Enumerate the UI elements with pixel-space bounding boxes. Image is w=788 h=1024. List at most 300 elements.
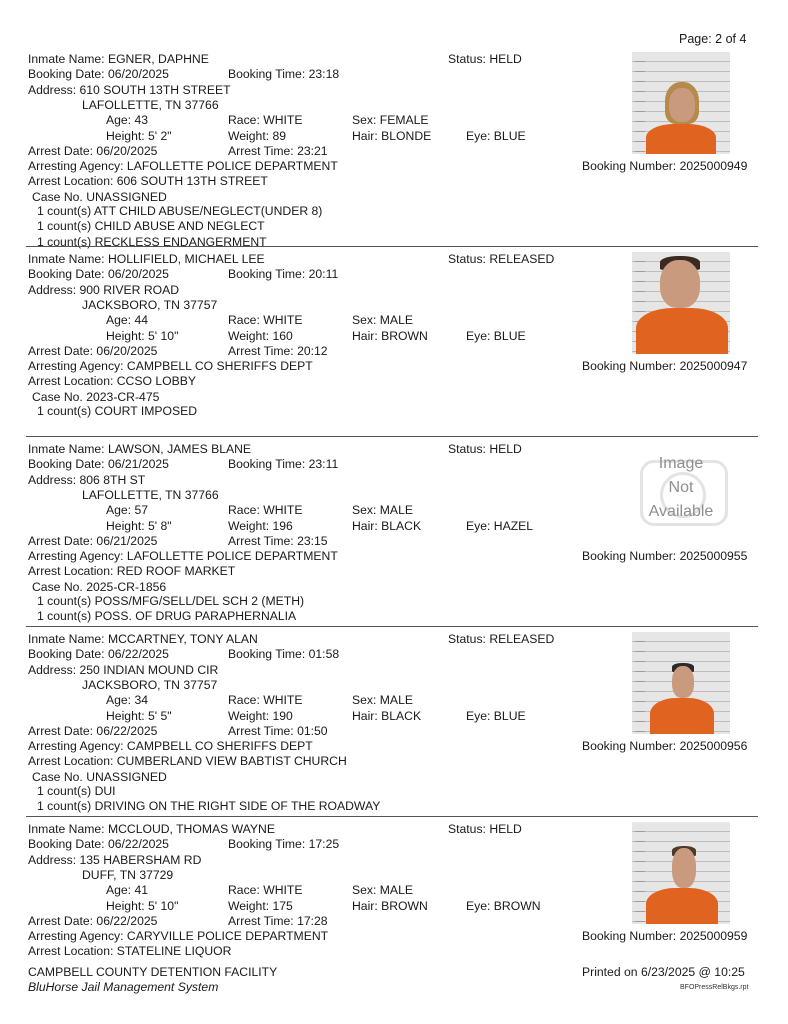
- eye: [466, 129, 526, 143]
- arresting-agency: [28, 159, 338, 173]
- height: [106, 519, 172, 533]
- status-value: HELD: [489, 52, 522, 66]
- booking-time-label: Booking Time:: [228, 267, 306, 282]
- arrest-date: [28, 534, 157, 548]
- arrest-time-label: Arrest Time:: [228, 533, 294, 548]
- arrest-location-value: CUMBERLAND VIEW BABTIST CHURCH: [116, 754, 347, 769]
- booking-time-value: 20:11: [308, 267, 339, 282]
- address-label: Address:: [28, 82, 77, 97]
- hair-label: Hair:: [352, 708, 378, 723]
- charge-item: 1 count(s) ATT CHILD ABUSE/NEGLECT(UNDER 8): [37, 204, 323, 218]
- hair-value: BLACK: [381, 518, 422, 533]
- booking-date: [28, 837, 169, 851]
- booking-number: [582, 549, 747, 563]
- eye: [466, 899, 541, 913]
- status-value: RELEASED: [489, 632, 555, 646]
- case-number-label: Case No.: [32, 389, 83, 404]
- status: [448, 52, 522, 66]
- weight: [228, 129, 286, 143]
- sex-value: MALE: [379, 313, 413, 328]
- booking-time: [228, 457, 338, 471]
- hair: [352, 519, 421, 533]
- case-number-value: 2023-CR-475: [86, 389, 160, 404]
- mugshot-photo: [632, 252, 730, 354]
- eye-value: BROWN: [493, 898, 541, 913]
- eye-label: Eye:: [466, 128, 491, 143]
- height: [106, 709, 172, 723]
- arrest-time-label: Arrest Time:: [228, 913, 294, 928]
- height-chart-ticks: [635, 632, 645, 734]
- jumpsuit: [636, 308, 728, 354]
- weight-label: Weight:: [228, 708, 270, 723]
- address: [28, 853, 201, 867]
- race-value: WHITE: [263, 693, 303, 708]
- image-not-available: [632, 442, 730, 544]
- arrest-location-label: Arrest Location:: [28, 174, 114, 189]
- arresting-agency: [28, 359, 313, 373]
- footer-facility: CAMPBELL COUNTY DETENTION FACILITY: [28, 965, 278, 979]
- status-label: Status:: [448, 632, 486, 646]
- arrest-location: [28, 944, 231, 958]
- address-city: JACKSBORO, TN 37757: [82, 297, 218, 312]
- arrest-time-label: Arrest Time:: [228, 343, 294, 358]
- status-label: Status:: [448, 822, 486, 836]
- hair-value: BLONDE: [381, 128, 432, 143]
- status-label: Status:: [448, 252, 486, 266]
- charge-item: 1 count(s) POSS. OF DRUG PARAPHERNALIA: [37, 609, 297, 624]
- race: [228, 313, 303, 327]
- booking-time-value: 23:18: [308, 67, 340, 82]
- height-value: 5' 2": [148, 128, 172, 143]
- address-city: LAFOLLETTE, TN 37766: [82, 97, 219, 112]
- weight: [228, 519, 293, 533]
- footer-report: BFOPressRelBkgs.rpt: [680, 984, 749, 991]
- status-label: Status:: [448, 52, 486, 66]
- sex-value: MALE: [379, 693, 413, 708]
- age-label: Age:: [106, 313, 132, 328]
- booking-date: [28, 67, 169, 81]
- arrest-time-value: 20:12: [297, 343, 328, 358]
- inmate-name: [28, 252, 265, 266]
- arrest-date-value: 06/20/2025: [96, 143, 158, 158]
- height-label: Height:: [106, 518, 145, 533]
- arrest-date-label: Arrest Date:: [28, 533, 94, 548]
- charge-item: 1 count(s) RECKLESS ENDANGERMENT: [37, 234, 267, 249]
- mugshot-photo: [632, 632, 730, 734]
- jumpsuit: [650, 698, 714, 734]
- status: [448, 822, 522, 836]
- height-chart-ticks: [635, 52, 645, 154]
- booking-time-label: Booking Time:: [228, 67, 306, 82]
- height-label: Height:: [106, 898, 145, 913]
- arrest-location: [28, 374, 196, 388]
- charge-item: 1 count(s) POSS/MFG/SELL/DEL SCH 2 (METH): [37, 594, 305, 608]
- charge-item: 1 count(s) COURT IMPOSED: [37, 404, 198, 418]
- inmate-name: [28, 52, 209, 66]
- booking-date-value: 06/20/2025: [107, 67, 169, 82]
- footer-system: BluHorse Jail Management System: [28, 980, 219, 994]
- eye: [466, 329, 526, 343]
- case-number-label: Case No.: [32, 189, 83, 204]
- booking-date-value: 06/22/2025: [107, 647, 169, 662]
- booking-number-value: 2025000959: [679, 929, 748, 944]
- age-label: Age:: [106, 113, 132, 128]
- inmate-name-value: LAWSON, JAMES BLANE: [107, 442, 252, 456]
- arrest-time: [228, 914, 328, 928]
- height-label: Height:: [106, 328, 145, 343]
- arresting-agency-label: Arresting Agency:: [28, 929, 124, 944]
- race-label: Race:: [228, 693, 260, 708]
- case-number: [32, 190, 167, 204]
- age-label: Age:: [106, 693, 132, 708]
- hair: [352, 709, 421, 723]
- sex: [352, 693, 413, 707]
- hair: [352, 129, 431, 143]
- sex-value: MALE: [379, 503, 413, 518]
- booking-date-value: 06/21/2025: [107, 457, 169, 472]
- sex: [352, 883, 413, 897]
- hair: [352, 329, 428, 343]
- eye-value: BLUE: [493, 328, 526, 343]
- arresting-agency-label: Arresting Agency:: [28, 359, 124, 374]
- booking-time-value: 17:25: [308, 837, 340, 852]
- weight-value: 190: [272, 708, 293, 723]
- arresting-agency-value: LAFOLLETTE POLICE DEPARTMENT: [126, 159, 338, 174]
- race-label: Race:: [228, 113, 260, 128]
- eye-label: Eye:: [466, 708, 491, 723]
- address-value: 250 INDIAN MOUND CIR: [79, 662, 219, 677]
- record-divider: [26, 436, 758, 437]
- booking-date-value: 06/22/2025: [107, 837, 169, 852]
- age: [106, 503, 148, 517]
- booking-number: [582, 929, 747, 943]
- case-number-value: 2025-CR-1856: [86, 579, 167, 594]
- inmate-name: [28, 632, 258, 646]
- arrest-date-value: 06/22/2025: [96, 913, 158, 928]
- hair-label: Hair:: [352, 328, 378, 343]
- booking-time-label: Booking Time:: [228, 647, 306, 662]
- booking-number-value: 2025000956: [679, 739, 748, 754]
- sex: [352, 113, 429, 127]
- height-value: 5' 10": [148, 898, 179, 913]
- arrest-location-value: CCSO LOBBY: [116, 374, 196, 389]
- booking-number-label: Booking Number:: [582, 549, 677, 564]
- eye-value: HAZEL: [493, 518, 534, 533]
- arresting-agency-value: CARYVILLE POLICE DEPARTMENT: [126, 929, 329, 944]
- record-divider: [26, 626, 758, 627]
- status-value: RELEASED: [489, 252, 555, 266]
- arrest-date: [28, 144, 157, 158]
- arrest-date-label: Arrest Date:: [28, 143, 94, 158]
- arrest-date: [28, 344, 157, 358]
- arrest-date: [28, 724, 157, 738]
- height-label: Height:: [106, 128, 145, 143]
- booking-number-value: 2025000947: [679, 359, 748, 374]
- booking-number-label: Booking Number:: [582, 359, 677, 374]
- arrest-time: [228, 344, 328, 358]
- eye-value: BLUE: [493, 708, 526, 723]
- jumpsuit: [646, 124, 716, 154]
- address: [28, 83, 231, 97]
- weight: [228, 899, 293, 913]
- race: [228, 883, 303, 897]
- sex-label: Sex:: [352, 883, 377, 898]
- race: [228, 503, 303, 517]
- race-value: WHITE: [263, 313, 303, 328]
- charge-item: 1 count(s) DRIVING ON THE RIGHT SIDE OF THE ROADWAY: [37, 799, 381, 814]
- case-number: [32, 770, 167, 784]
- booking-date: [28, 267, 169, 281]
- arrest-location-value: RED ROOF MARKET: [116, 564, 236, 579]
- inmate-name-label: Inmate Name:: [28, 442, 105, 456]
- arrest-location-value: 606 SOUTH 13TH STREET: [116, 174, 268, 189]
- booking-date-label: Booking Date:: [28, 457, 105, 472]
- case-number-label: Case No.: [32, 769, 83, 784]
- arrest-date: [28, 914, 157, 928]
- booking-time-value: 23:11: [308, 457, 339, 472]
- charge-item: 1 count(s) DUI: [37, 784, 116, 798]
- eye: [466, 519, 533, 533]
- booking-date: [28, 457, 169, 471]
- arresting-agency: [28, 549, 338, 563]
- arresting-agency-label: Arresting Agency:: [28, 739, 124, 754]
- sex-value: MALE: [379, 883, 413, 898]
- arrest-time-label: Arrest Time:: [228, 143, 294, 158]
- charge-item: 1 count(s) CHILD ABUSE AND NEGLECT: [37, 219, 265, 234]
- arrest-location-label: Arrest Location:: [28, 944, 114, 959]
- record-divider: [26, 816, 758, 817]
- face: [660, 260, 700, 308]
- booking-number: [582, 359, 747, 373]
- arresting-agency-value: CAMPBELL CO SHERIFFS DEPT: [126, 359, 313, 374]
- record-divider: [26, 246, 758, 247]
- hair-value: BLACK: [381, 708, 422, 723]
- weight-value: 196: [272, 518, 293, 533]
- height: [106, 129, 172, 143]
- race-value: WHITE: [263, 883, 303, 898]
- status-label: Status:: [448, 442, 486, 456]
- height-chart-ticks: [635, 822, 645, 924]
- inmate-name-label: Inmate Name:: [28, 52, 105, 66]
- hair: [352, 899, 428, 913]
- sex-label: Sex:: [352, 313, 377, 328]
- status: [448, 632, 554, 646]
- weight-label: Weight:: [228, 128, 270, 143]
- weight: [228, 329, 293, 343]
- height-label: Height:: [106, 708, 145, 723]
- address: [28, 283, 179, 297]
- address-value: 610 SOUTH 13TH STREET: [79, 82, 231, 97]
- footer-printed: Printed on 6/23/2025 @ 10:25: [582, 965, 745, 979]
- sex-label: Sex:: [352, 113, 377, 128]
- arrest-location-label: Arrest Location:: [28, 564, 114, 579]
- hair-label: Hair:: [352, 898, 378, 913]
- booking-number: [582, 159, 747, 173]
- page-number: Page: 2 of 4: [679, 32, 747, 46]
- mugshot-photo: [632, 52, 730, 154]
- address-value: 900 RIVER ROAD: [79, 282, 180, 297]
- inmate-name: [28, 442, 251, 456]
- booking-time: [228, 837, 339, 851]
- arrest-date-label: Arrest Date:: [28, 913, 94, 928]
- booking-time: [228, 267, 338, 281]
- eye-label: Eye:: [466, 518, 491, 533]
- weight-value: 89: [272, 128, 287, 143]
- inmate-name-value: MCCLOUD, THOMAS WAYNE: [107, 822, 275, 836]
- age: [106, 883, 148, 897]
- case-number-value: UNASSIGNED: [86, 189, 167, 204]
- booking-number-label: Booking Number:: [582, 739, 677, 754]
- arrest-date-value: 06/22/2025: [96, 723, 158, 738]
- hair-value: BROWN: [381, 898, 428, 913]
- race: [228, 113, 303, 127]
- height-value: 5' 10": [148, 328, 179, 343]
- arrest-time-value: 01:50: [297, 723, 328, 738]
- arresting-agency-value: CAMPBELL CO SHERIFFS DEPT: [126, 739, 313, 754]
- arresting-agency-label: Arresting Agency:: [28, 549, 124, 564]
- no-image-text: Not: [668, 479, 694, 496]
- sex-value: FEMALE: [379, 113, 429, 128]
- booking-date-label: Booking Date:: [28, 67, 105, 82]
- booking-time-label: Booking Time:: [228, 457, 306, 472]
- race-label: Race:: [228, 313, 260, 328]
- arrest-location: [28, 174, 268, 188]
- hair-label: Hair:: [352, 128, 378, 143]
- arrest-location-value: STATELINE LIQUOR: [116, 944, 232, 959]
- booking-number-value: 2025000955: [679, 549, 748, 564]
- weight-label: Weight:: [228, 328, 270, 343]
- age-label: Age:: [106, 883, 132, 898]
- height-value: 5' 5": [148, 708, 172, 723]
- arrest-time-label: Arrest Time:: [228, 723, 294, 738]
- status-value: HELD: [489, 822, 522, 836]
- address-label: Address:: [28, 472, 77, 487]
- jumpsuit: [646, 888, 718, 924]
- face: [672, 666, 694, 698]
- eye: [466, 709, 526, 723]
- age-value: 43: [134, 113, 149, 128]
- weight: [228, 709, 293, 723]
- age-label: Age:: [106, 503, 132, 518]
- height: [106, 899, 178, 913]
- arrest-time: [228, 144, 328, 158]
- sex: [352, 503, 413, 517]
- arrest-location: [28, 754, 347, 768]
- booking-date-label: Booking Date:: [28, 837, 105, 852]
- arresting-agency-value: LAFOLLETTE POLICE DEPARTMENT: [126, 549, 338, 564]
- booking-number: [582, 739, 747, 753]
- sex: [352, 313, 413, 327]
- age: [106, 113, 148, 127]
- booking-time: [228, 67, 339, 81]
- status: [448, 252, 554, 266]
- address: [28, 473, 145, 487]
- arrest-time: [228, 724, 328, 738]
- age-value: 34: [134, 693, 149, 708]
- inmate-name-value: HOLLIFIELD, MICHAEL LEE: [107, 252, 265, 266]
- no-image-text: Image: [658, 455, 704, 472]
- case-number: [32, 390, 159, 404]
- race-value: WHITE: [263, 503, 303, 518]
- arresting-agency-label: Arresting Agency:: [28, 159, 124, 174]
- hair-label: Hair:: [352, 518, 378, 533]
- age-value: 57: [134, 503, 149, 518]
- address-city: JACKSBORO, TN 37757: [82, 677, 218, 692]
- inmate-name-label: Inmate Name:: [28, 252, 105, 266]
- booking-date-label: Booking Date:: [28, 267, 105, 282]
- booking-number-label: Booking Number:: [582, 159, 677, 174]
- arrest-date-value: 06/20/2025: [96, 343, 158, 358]
- race-value: WHITE: [263, 113, 303, 128]
- address-value: 806 8TH ST: [79, 472, 146, 487]
- inmate-name-label: Inmate Name:: [28, 822, 105, 836]
- booking-date: [28, 647, 169, 661]
- arrest-date-label: Arrest Date:: [28, 723, 94, 738]
- address-city: LAFOLLETTE, TN 37766: [82, 487, 219, 502]
- eye-value: BLUE: [493, 128, 526, 143]
- weight-label: Weight:: [228, 898, 270, 913]
- race: [228, 693, 303, 707]
- sex-label: Sex:: [352, 693, 377, 708]
- booking-time-label: Booking Time:: [228, 837, 306, 852]
- weight-label: Weight:: [228, 518, 270, 533]
- age: [106, 693, 148, 707]
- race-label: Race:: [228, 883, 260, 898]
- mugshot-photo: [632, 822, 730, 924]
- weight-value: 160: [272, 328, 293, 343]
- address-label: Address:: [28, 662, 77, 677]
- inmate-name: [28, 822, 275, 836]
- arrest-location: [28, 564, 235, 578]
- booking-date-label: Booking Date:: [28, 647, 105, 662]
- height: [106, 329, 178, 343]
- face: [672, 848, 696, 888]
- case-number-value: UNASSIGNED: [86, 769, 167, 784]
- face: [669, 88, 695, 122]
- arrest-time-value: 23:15: [297, 533, 328, 548]
- age: [106, 313, 148, 327]
- case-number-label: Case No.: [32, 579, 83, 594]
- status: [448, 442, 522, 456]
- height-value: 5' 8": [148, 518, 172, 533]
- arrest-location-label: Arrest Location:: [28, 374, 114, 389]
- hair-value: BROWN: [381, 328, 428, 343]
- status-value: HELD: [489, 442, 522, 456]
- no-image-text: Available: [648, 503, 714, 520]
- race-label: Race:: [228, 503, 260, 518]
- weight-value: 175: [272, 898, 293, 913]
- eye-label: Eye:: [466, 898, 491, 913]
- booking-time: [228, 647, 339, 661]
- booking-time-value: 01:58: [308, 647, 340, 662]
- address-label: Address:: [28, 852, 77, 867]
- arrest-time-value: 23:21: [297, 143, 328, 158]
- sex-label: Sex:: [352, 503, 377, 518]
- booking-number-label: Booking Number:: [582, 929, 677, 944]
- address: [28, 663, 218, 677]
- age-value: 44: [134, 313, 149, 328]
- booking-number-value: 2025000949: [679, 159, 748, 174]
- arrest-time-value: 17:28: [297, 913, 328, 928]
- arresting-agency: [28, 929, 328, 943]
- inmate-name-label: Inmate Name:: [28, 632, 105, 646]
- eye-label: Eye:: [466, 328, 491, 343]
- age-value: 41: [134, 883, 149, 898]
- arrest-date-value: 06/21/2025: [96, 533, 158, 548]
- arresting-agency: [28, 739, 313, 753]
- case-number: [32, 580, 166, 594]
- booking-date-value: 06/20/2025: [107, 267, 169, 282]
